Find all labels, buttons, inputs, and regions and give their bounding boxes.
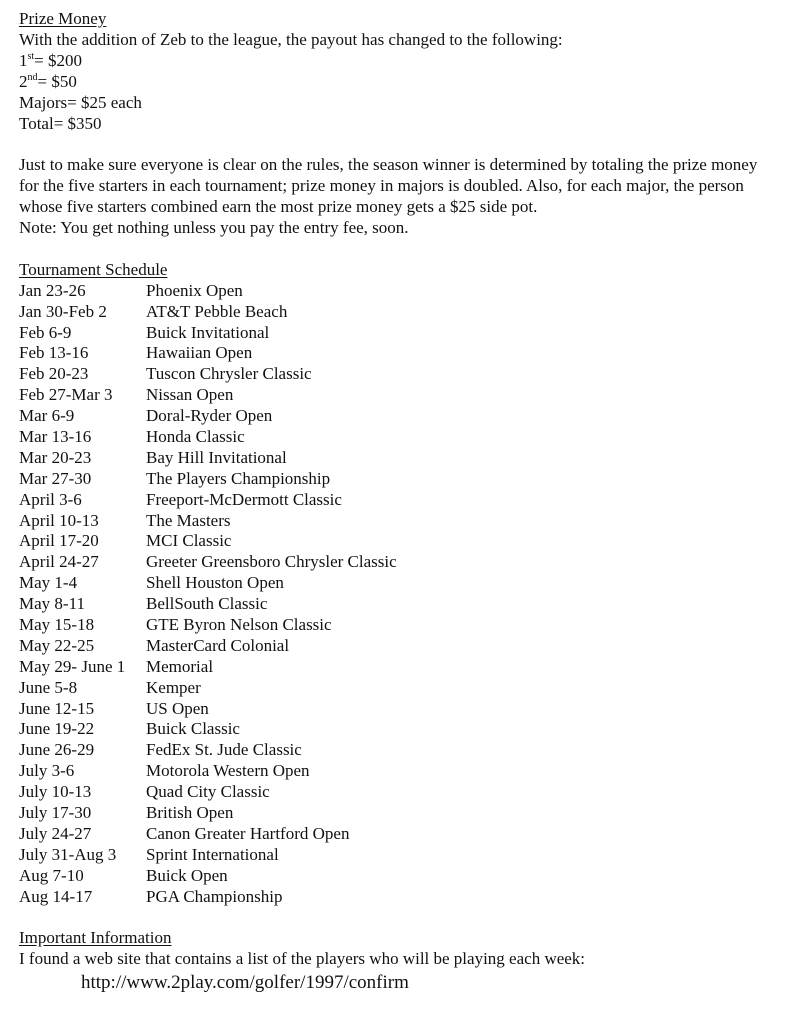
schedule-row bbox=[19, 615, 792, 636]
schedule-date: Feb 27-Mar 3 bbox=[19, 385, 113, 405]
schedule-date: April 10-13 bbox=[19, 510, 99, 530]
schedule-date: Feb 20-23 bbox=[19, 364, 89, 384]
payout-first bbox=[19, 51, 792, 72]
schedule-row bbox=[19, 406, 792, 427]
schedule-event: Nissan Open bbox=[146, 385, 234, 405]
schedule-event: Freeport-McDermott Classic bbox=[146, 489, 342, 509]
schedule-row bbox=[19, 761, 792, 782]
schedule-date: June 12-15 bbox=[19, 698, 95, 718]
schedule-event: Tuscon Chrysler Classic bbox=[146, 364, 312, 384]
schedule-date: June 19-22 bbox=[19, 719, 95, 739]
schedule-date: June 26-29 bbox=[19, 740, 95, 760]
schedule-row bbox=[19, 845, 792, 866]
schedule-row bbox=[19, 448, 792, 469]
schedule-event: Honda Classic bbox=[146, 426, 245, 446]
schedule-row bbox=[19, 490, 792, 511]
schedule-event: Phoenix Open bbox=[146, 280, 243, 300]
schedule-row bbox=[19, 678, 792, 699]
rules-line-1: Just to make sure everyone is clear on the rules, the season winner is determined by totaling the prize money bbox=[19, 155, 758, 175]
schedule-event: Hawaiian Open bbox=[146, 343, 253, 363]
schedule-date: Jan 23-26 bbox=[19, 280, 86, 300]
payout-second-suffix: nd bbox=[27, 71, 38, 83]
document-page bbox=[19, 9, 792, 995]
schedule-row bbox=[19, 573, 792, 594]
schedule-event: Buick Classic bbox=[146, 719, 240, 739]
schedule-heading: Tournament Schedule bbox=[19, 259, 168, 279]
schedule-date: Mar 13-16 bbox=[19, 426, 92, 446]
schedule-event: MasterCard Colonial bbox=[146, 635, 290, 655]
schedule-date: Aug 7-10 bbox=[19, 865, 84, 885]
schedule-date: Feb 6-9 bbox=[19, 322, 72, 342]
payout-second-value: = $50 bbox=[37, 71, 77, 91]
schedule-row bbox=[19, 719, 792, 740]
schedule-row bbox=[19, 343, 792, 364]
payout-intro: With the addition of Zeb to the league, the payout has changed to the following: bbox=[19, 29, 563, 49]
schedule-event: Buick Open bbox=[146, 865, 228, 885]
schedule-date: May 29- June 1 bbox=[19, 656, 126, 676]
schedule-row bbox=[19, 385, 792, 406]
schedule-date: July 3-6 bbox=[19, 761, 75, 781]
rules-line-3: whose five starters combined earn the most prize money gets a $25 side pot. bbox=[19, 197, 538, 217]
schedule-event: PGA Championship bbox=[146, 886, 283, 906]
schedule-event: Shell Houston Open bbox=[146, 573, 284, 593]
schedule-event: Buick Invitational bbox=[146, 322, 270, 342]
spacer bbox=[19, 239, 792, 260]
schedule-row bbox=[19, 302, 792, 323]
schedule-date: Feb 13-16 bbox=[19, 343, 89, 363]
schedule-event: Sprint International bbox=[146, 844, 279, 864]
schedule-row bbox=[19, 782, 792, 803]
schedule-date: Aug 14-17 bbox=[19, 886, 93, 906]
schedule-row bbox=[19, 699, 792, 720]
schedule-date: May 8-11 bbox=[19, 594, 85, 614]
schedule-date: July 24-27 bbox=[19, 823, 92, 843]
schedule-row bbox=[19, 427, 792, 448]
schedule-row bbox=[19, 469, 792, 490]
schedule-date: Mar 27-30 bbox=[19, 468, 92, 488]
rules-line-2: for the five starters in each tournament; prize money in majors is doubled. Also, for each major, the person bbox=[19, 176, 744, 196]
schedule-row bbox=[19, 281, 792, 302]
schedule-date: Mar 20-23 bbox=[19, 447, 92, 467]
schedule-date: July 31-Aug 3 bbox=[19, 844, 117, 864]
schedule-row bbox=[19, 531, 792, 552]
schedule-event: FedEx St. Jude Classic bbox=[146, 740, 302, 760]
schedule-event: Memorial bbox=[146, 656, 214, 676]
schedule-date: June 5-8 bbox=[19, 677, 78, 697]
schedule-event: The Players Championship bbox=[146, 468, 331, 488]
schedule-row bbox=[19, 364, 792, 385]
schedule-event: US Open bbox=[146, 698, 209, 718]
schedule-row bbox=[19, 511, 792, 532]
schedule-row bbox=[19, 740, 792, 761]
schedule-event: Quad City Classic bbox=[146, 782, 270, 802]
schedule-event: BellSouth Classic bbox=[146, 594, 268, 614]
spacer bbox=[19, 134, 792, 155]
schedule-row bbox=[19, 866, 792, 887]
schedule-row bbox=[19, 657, 792, 678]
schedule-date: May 1-4 bbox=[19, 573, 78, 593]
schedule-event: AT&T Pebble Beach bbox=[146, 301, 288, 321]
schedule-row bbox=[19, 636, 792, 657]
schedule-event: Motorola Western Open bbox=[146, 761, 310, 781]
schedule-event: MCI Classic bbox=[146, 531, 232, 551]
schedule-row bbox=[19, 323, 792, 344]
prize-money-heading: Prize Money bbox=[19, 9, 107, 28]
payout-total: Total= $350 bbox=[19, 113, 102, 133]
important-text: I found a web site that contains a list of the players who will be playing each week: bbox=[19, 949, 586, 969]
schedule-event: British Open bbox=[146, 803, 234, 823]
schedule-event: GTE Byron Nelson Classic bbox=[146, 615, 332, 634]
schedule-date: July 10-13 bbox=[19, 782, 92, 802]
important-heading: Important Information bbox=[19, 928, 172, 948]
spacer bbox=[19, 907, 792, 928]
website-link[interactable]: http://www.2play.com/golfer/1997/confirm bbox=[81, 972, 409, 994]
schedule-date: April 3-6 bbox=[19, 489, 82, 509]
schedule-date: May 22-25 bbox=[19, 635, 95, 655]
schedule-event: Bay Hill Invitational bbox=[146, 447, 287, 467]
schedule-date: July 17-30 bbox=[19, 803, 92, 823]
schedule-date: Mar 6-9 bbox=[19, 406, 75, 426]
payout-second bbox=[19, 72, 792, 93]
payout-first-num: 1 bbox=[19, 50, 28, 70]
payout-first-suffix: st bbox=[27, 50, 35, 62]
schedule-event: Greeter Greensboro Chrysler Classic bbox=[146, 552, 397, 572]
schedule-list bbox=[19, 281, 792, 908]
schedule-event: The Masters bbox=[146, 510, 231, 530]
schedule-event: Kemper bbox=[146, 677, 201, 697]
schedule-date: April 24-27 bbox=[19, 552, 99, 572]
schedule-row bbox=[19, 552, 792, 573]
schedule-row bbox=[19, 803, 792, 824]
schedule-event: Canon Greater Hartford Open bbox=[146, 823, 350, 843]
schedule-date: Jan 30-Feb 2 bbox=[19, 301, 107, 321]
payout-majors: Majors= $25 each bbox=[19, 92, 142, 112]
payout-first-value: = $200 bbox=[34, 50, 83, 70]
schedule-row bbox=[19, 824, 792, 845]
schedule-row bbox=[19, 594, 792, 615]
schedule-row bbox=[19, 887, 792, 908]
schedule-date: May 15-18 bbox=[19, 615, 95, 634]
rules-note: Note: You get nothing unless you pay the entry fee, soon. bbox=[19, 218, 409, 238]
payout-second-num: 2 bbox=[19, 71, 28, 91]
schedule-date: April 17-20 bbox=[19, 531, 99, 551]
schedule-event: Doral-Ryder Open bbox=[146, 406, 273, 426]
